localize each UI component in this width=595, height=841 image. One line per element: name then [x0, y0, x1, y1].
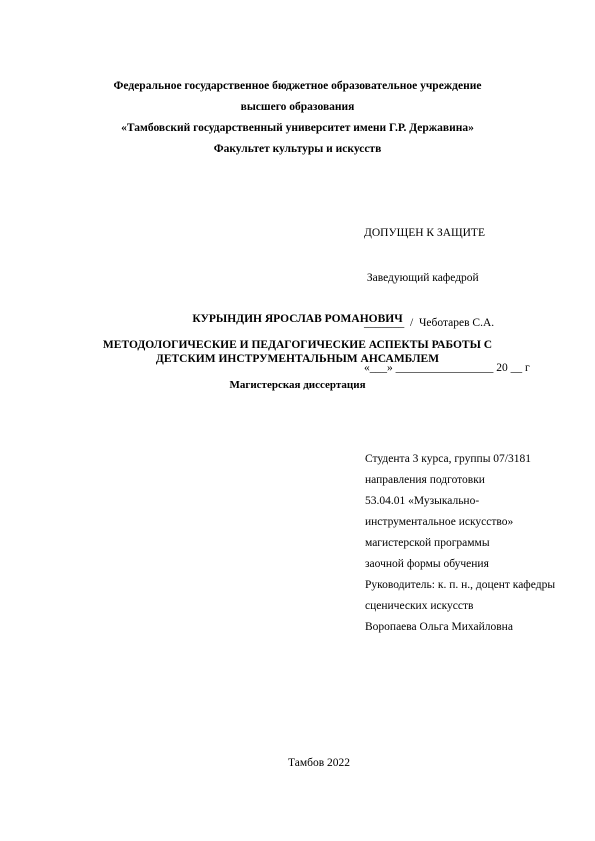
thesis-title	[0, 338, 595, 366]
university-name: «Тамбовский государственный университет имени Г.Р. Державина»	[121, 122, 474, 134]
thesis-title-line: ДЕТСКИМ ИНСТРУМЕНТАЛЬНЫМ АНСАМБЛЕМ	[155, 353, 440, 365]
student-info-line: заочной формы обучения	[365, 558, 489, 570]
student-info-line: 53.04.01 «Музыкально-	[365, 495, 480, 507]
thesis-title-line: МЕТОДОЛОГИЧЕСКИЕ И ПЕДАГОГИЧЕСКИЕ АСПЕКТЫ РАБОТЫ С	[102, 339, 493, 351]
student-info-line: инструментальное искусство»	[365, 516, 514, 528]
document-type: Магистерская диссертация	[229, 379, 366, 391]
student-info-line: магистерской программы	[365, 537, 490, 549]
student-info-line: направления подготовки	[365, 474, 485, 486]
institution-header	[0, 77, 595, 161]
education-level: высшего образования	[240, 101, 355, 113]
student-info-line: Воропаева Ольга Михайловна	[365, 621, 513, 633]
student-info-line: Студента 3 курса, группы 07/3181	[365, 453, 531, 465]
faculty-name: Факультет культуры и искусств	[213, 143, 382, 155]
approval-position: Заведующий кафедрой	[364, 272, 479, 284]
approval-date: «___» _________________ 20 __ г	[364, 362, 530, 374]
approval-heading: ДОПУЩЕН К ЗАЩИТЕ	[364, 227, 485, 239]
student-info-line: сценических искусств	[365, 600, 474, 612]
author-name: КУРЫНДИН ЯРОСЛАВ РОМАНОВИЧ	[192, 313, 403, 325]
institution-type: Федеральное государственное бюджетное образовательное учреждение	[113, 80, 482, 92]
student-info-line: Руководитель: к. п. н., доцент кафедры	[365, 579, 556, 591]
approval-signature: _______ / Чеботарев С.А.	[364, 317, 495, 329]
approval-block	[364, 196, 530, 406]
student-info-block	[365, 452, 555, 641]
city-year: Тамбов 2022	[287, 757, 351, 769]
